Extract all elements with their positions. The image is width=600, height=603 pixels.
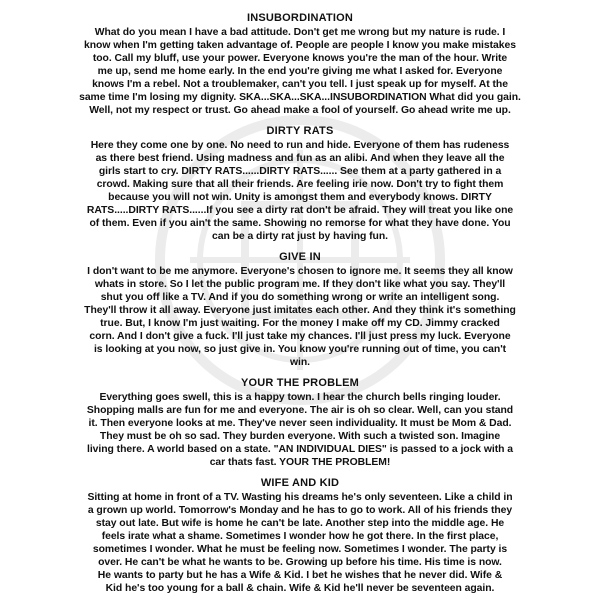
lyric-line: true. But, I know I'm just waiting. For the money I make off my CD. Jimmy cracked (100, 318, 500, 329)
lyric-line: Kid he's too young for a ball & chain. Wife & Kid he'll never be seventeen again. (105, 583, 495, 594)
lyric-line: knows I'm a rebel. Not a troublemaker, can't you tell. I just speak up for myself. At the (92, 79, 508, 90)
lyric-line: Well, not my respect or trust. Go ahead make a fool of yourself. Go ahead write me up. (89, 105, 511, 116)
song-title: WIFE AND KID (260, 477, 340, 489)
song-give-in (4, 251, 596, 369)
lyric-line: because you will not win. Unity is amongst them and everybody knows. DIRTY (108, 192, 492, 203)
lyric-line: What do you mean I have a bad attitude. Don't get me wrong but my nature is rude. I (94, 27, 506, 38)
lyric-line: a grown up world. Tomorrow's Monday and he has to go to work. All of his friends they (87, 505, 513, 516)
lyric-line: as there best friend. Using madness and fun as an alibi. And when they leave all the (95, 153, 505, 164)
lyric-line: feels irate what a shame. Sometimes I wonder how he got there. In the first place, (101, 531, 499, 542)
lyric-line: too. Call my bluff, use your power. Everyone knows you're the man of the hour. Write (92, 53, 508, 64)
lyric-line: me up, send me home early. In the end you're giving me what I asked for. Everyone (97, 66, 503, 77)
song-wife-and-kid (4, 477, 596, 595)
lyric-line: know when I'm getting taken advantage of. People are people I know you make mistakes (84, 40, 516, 51)
lyric-line: stay out late. But wife is home he can't be late. Another step into the middle age. He (95, 518, 505, 529)
song-title: INSUBORDINATION (246, 12, 354, 24)
lyric-line: shut you off like a TV. And if you do something wrong or write an intelligent song. (100, 292, 500, 303)
song-title: YOUR THE PROBLEM (240, 377, 360, 389)
song-dirty-rats (4, 125, 596, 243)
lyric-line: win. (289, 357, 310, 368)
lyric-line: I don't want to be me anymore. Everyone's chosen to ignore me. It seems they all know (87, 266, 513, 277)
lyric-line: They must be oh so sad. They burden everyone. With such a twisted son. Imagine (99, 431, 501, 442)
lyric-line: of them. Even if you ain't the same. Showing no remorse for what they have done. You (89, 218, 511, 229)
song-title: GIVE IN (279, 251, 321, 263)
song-your-the-problem (4, 377, 596, 469)
lyric-line: Everything goes swell, this is a happy town. I hear the church bells ringing louder. (99, 392, 501, 403)
lyric-line: is looking at you now, so just give in. You know you're running out of time, you can't (93, 344, 507, 355)
song-insubordination (4, 12, 596, 117)
lyric-line: over. He can't be what he wants to be. Growing up before his time. His time is now. (98, 557, 502, 568)
lyric-line: Here they come one by one. No need to run and hide. Everyone of them has rudeness (90, 140, 510, 151)
lyric-line: girls start to cry. DIRTY RATS......DIRTY RATS...... See them at a party gathered in a (98, 166, 502, 177)
lyric-line: They'll throw it all away. Everyone just imitates each other. And they think it's something (84, 305, 516, 316)
lyric-line: He wants to party but he has a Wife & Kid. I bet he wishes that he never did. Wife & (97, 570, 503, 581)
lyric-line: Shopping malls are fun for me and everyone. The air is oh so clear. Well, can you stand (86, 405, 514, 416)
lyric-line: whats in store. So I let the public program me. If they don't like what you say. They'll (94, 279, 506, 290)
lyric-line: RATS.....DIRTY RATS......If you see a dirty rat don't be afraid. They will treat you like one (86, 205, 514, 216)
lyric-line: living there. A world based on a state. "AN INDIVIDUAL DIES" is passed to a jock with a (86, 444, 514, 455)
lyric-line: sometimes I wonder. What he must be feeling now. Sometimes I wonder. The party is (92, 544, 508, 555)
lyric-line: corn. And I don't give a fuck. I'll just take my chances. I'll just press my luck. Everyone (89, 331, 511, 342)
lyric-line: car thats fast. YOUR THE PROBLEM! (209, 457, 391, 468)
lyric-line: same time I'm losing my dignity. SKA...SKA...SKA...INSUBORDINATION What did you gain. (79, 92, 521, 103)
lyric-line: it. Then everyone looks at me. They've never seen individuality. It must be Mom & Dad. (88, 418, 512, 429)
lyrics-column (4, 12, 596, 603)
lyric-line: can be a dirty rat just by having fun. (212, 231, 388, 242)
lyric-line: crowd. Making sure that all their friends. Are feeling irie now. Don't try to fight them (96, 179, 504, 190)
lyric-line: Sitting at home in front of a TV. Wasting his dreams he's only seventeen. Like a child in (87, 492, 513, 503)
song-title: DIRTY RATS (266, 125, 334, 137)
